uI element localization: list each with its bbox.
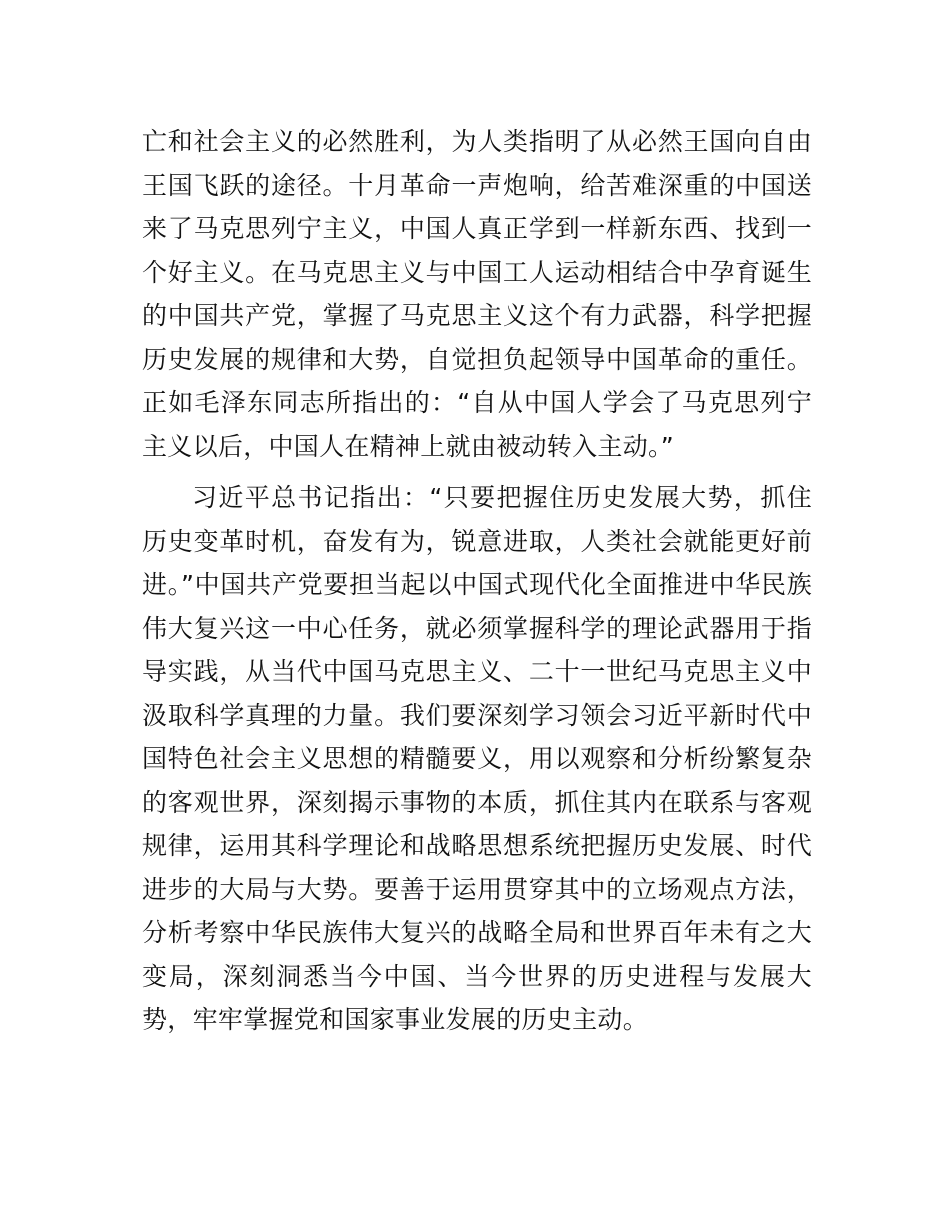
paragraph-continuation: 亡和社会主义的必然胜利，为人类指明了从必然王国向自由王国飞跃的途径。十月革命一声炮响，给苦难深重的中国送来了马克思列宁主义，中国人真正学到一样新东西、找到一个好主义。在马克思主义与中国工人运动相结合中孕育诞生的中国共产党，掌握了马克思主义这个有力武器，科学把握历史发展的规律和大势，自觉担负起领导中国革命的重任。正如毛泽东同志所指出的：“自从中国人学会了马克思列宁主义以后，中国人在精神上就由被动转入主动。” (142, 127, 812, 461)
paragraph-xi-quote: 习近平总书记指出：“只要把握住历史发展大势，抓住历史变革时机，奋发有为，锐意进取，人类社会就能更好前进。”中国共产党要担当起以中国式现代化全面推进中华民族伟大复兴这一中心任务，就必须掌握科学的理论武器用于指导实践，从当代中国马克思主义、二十一世纪马克思主义中汲取科学真理的力量。我们要深刻学习领会习近平新时代中国特色社会主义思想的精髓要义，用以观察和分析纷繁复杂的客观世界，深刻揭示事物的本质，抓住其内在联系与客观规律，运用其科学理论和战略思想系统把握历史发展、时代进步的大局与大势。要善于运用贯穿其中的立场观点方法，分析考察中华民族伟大复兴的战略全局和世界百年未有之大变局，深刻洞悉当今中国、当今世界的历史进程与发展大势，牢牢掌握党和国家事业发展的历史主动。 (142, 483, 812, 1034)
document-page (142, 120, 812, 1042)
